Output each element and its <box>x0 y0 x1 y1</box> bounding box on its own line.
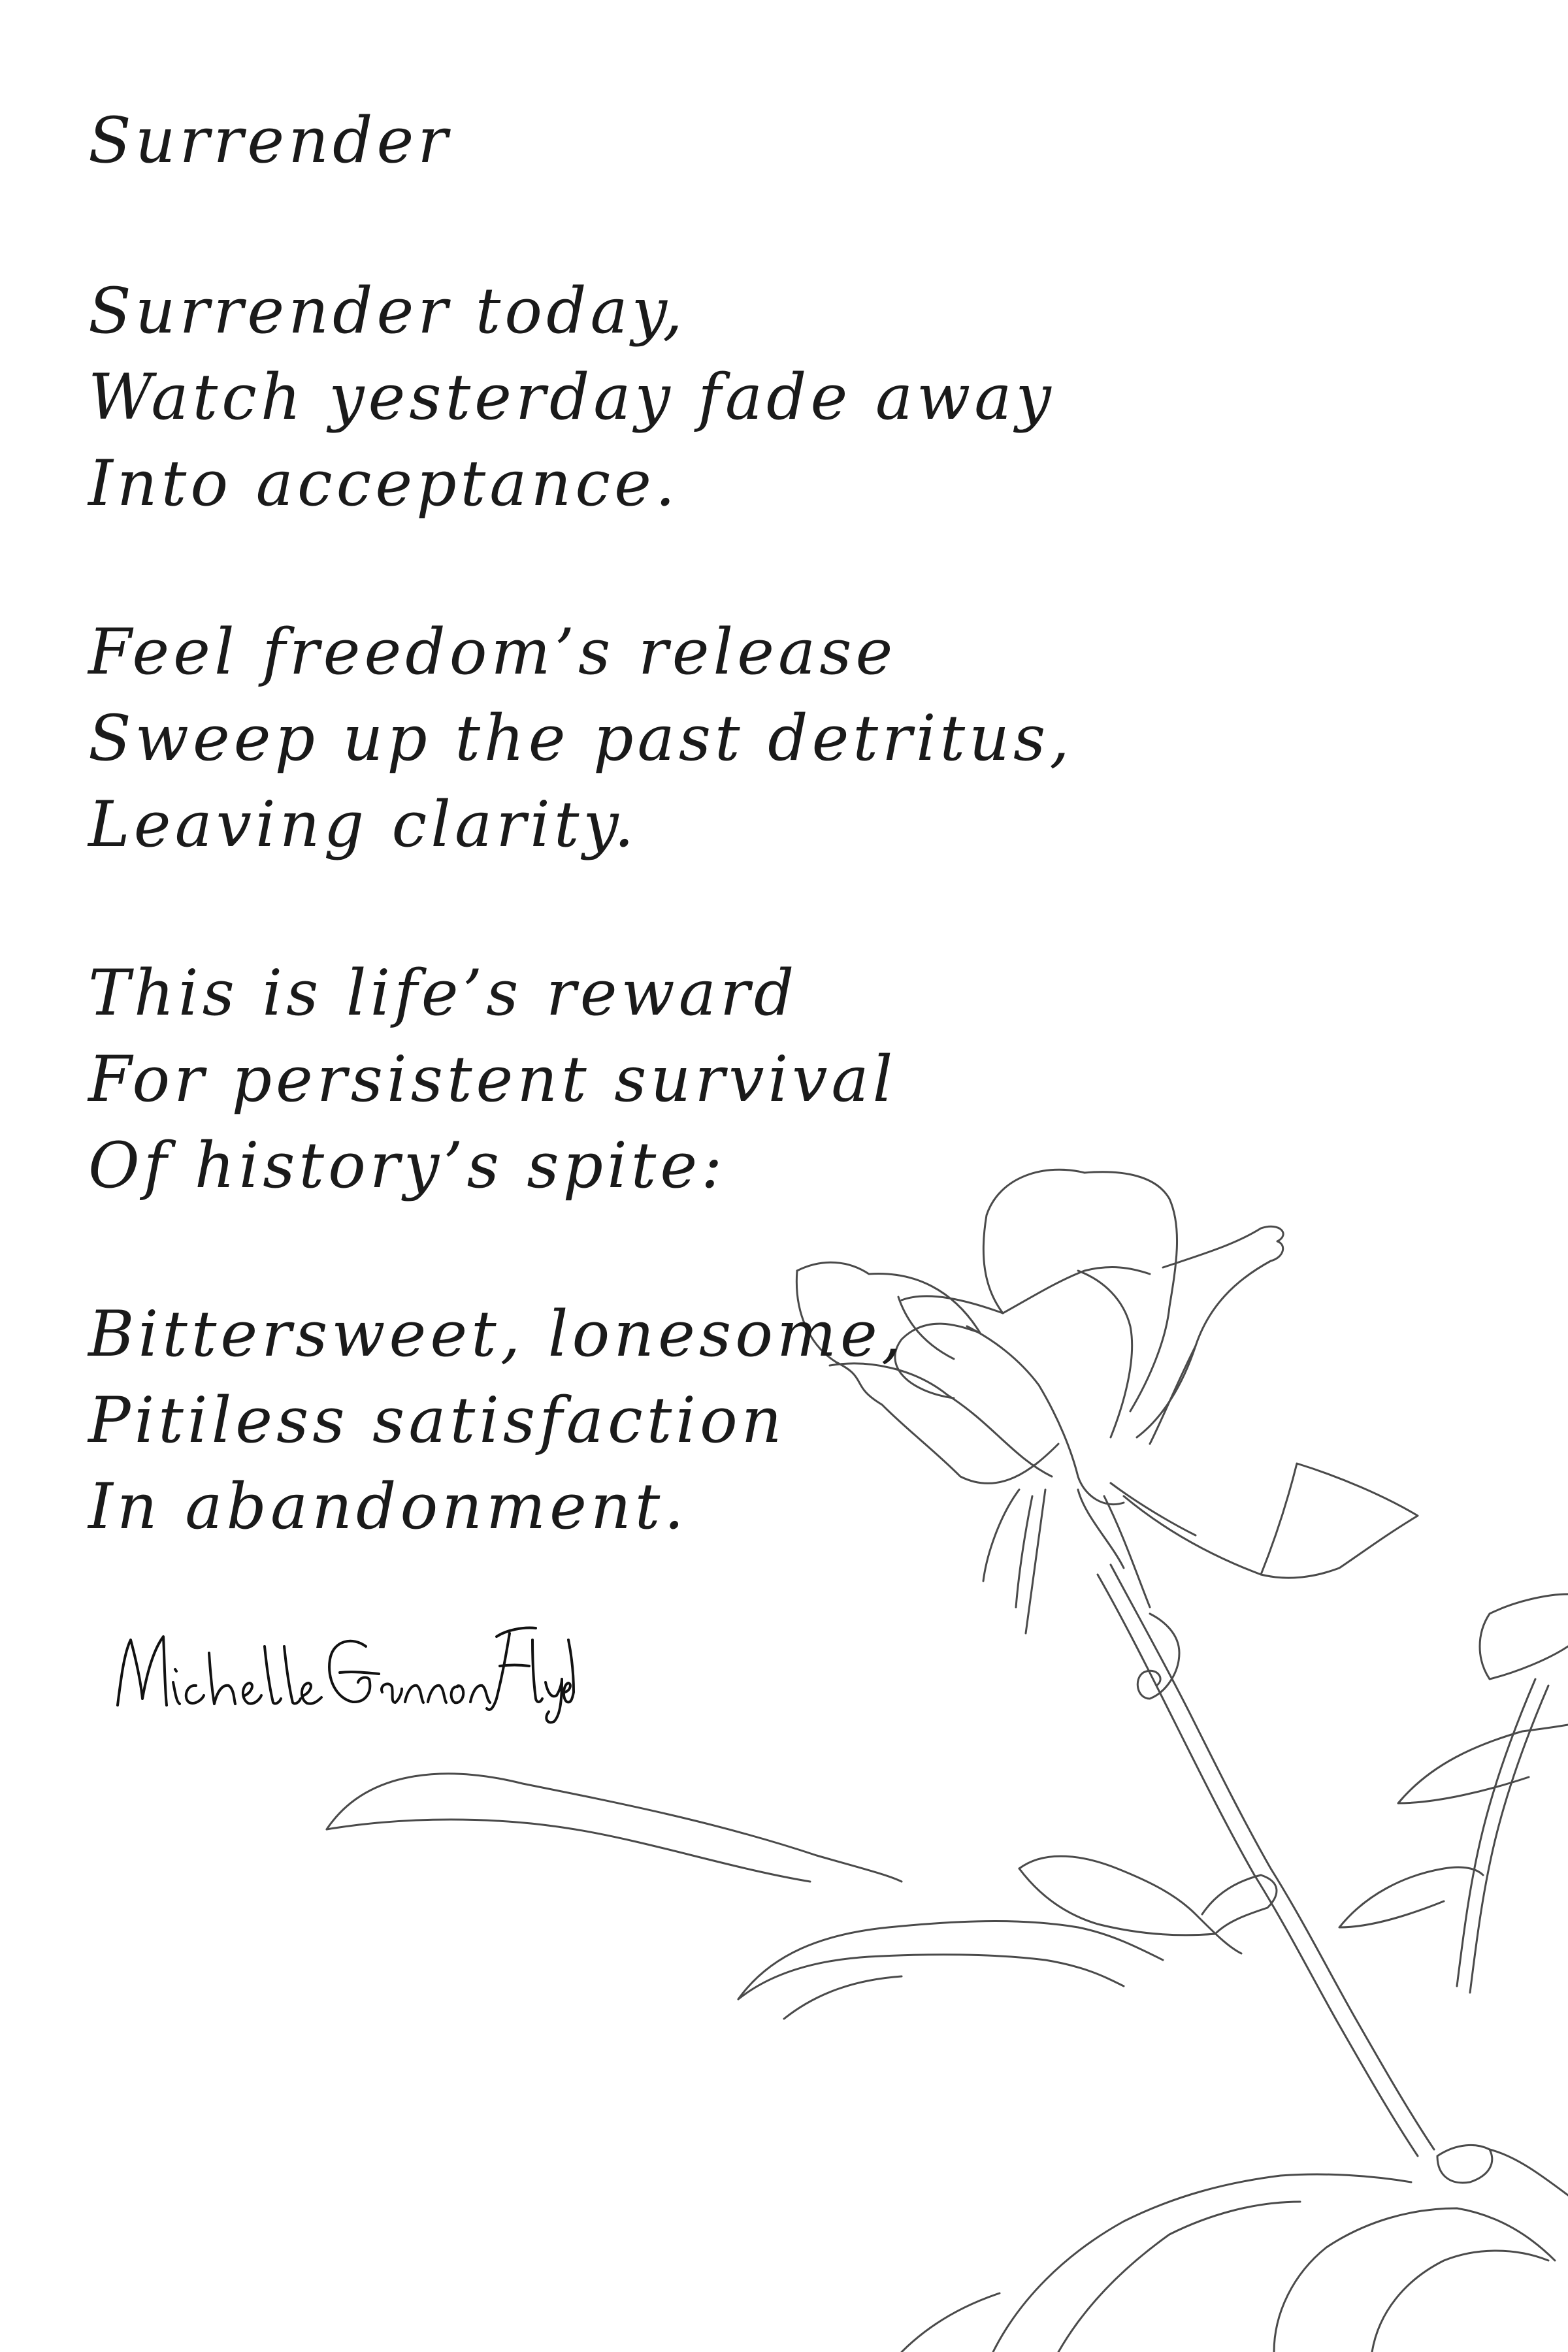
rose-leaf <box>1339 1867 1483 1927</box>
rose-leaf <box>1058 2202 1300 2352</box>
rose-sepal <box>1104 1483 1261 1607</box>
poem-line: In abandonment. <box>88 1470 688 1543</box>
poem-line: This is life’s reward <box>88 956 798 1030</box>
rose-stem <box>1111 1565 1434 2149</box>
rose-leaf <box>902 2293 1000 2352</box>
poem-line: Of history’s spite: <box>88 1129 727 1202</box>
rose-leaf <box>1019 1856 1241 1953</box>
author-signature <box>105 1601 575 1725</box>
stanza-1 <box>88 268 1068 527</box>
rose-branch <box>1470 1686 1548 1993</box>
poem-line: Watch yesterday fade away <box>88 361 1055 434</box>
rose-branch <box>1490 2149 1568 2195</box>
rose-petal <box>1150 1346 1196 1444</box>
rose-leaf <box>327 1774 902 1882</box>
rose-leaf <box>1398 1725 1568 1803</box>
poem-line: Surrender today, <box>88 274 687 348</box>
rose-petal <box>1078 1271 1132 1437</box>
rose-leaf <box>327 1820 810 1882</box>
rose-petal <box>1137 1226 1283 1437</box>
rose-leaf <box>738 1955 1124 1999</box>
rose-leaf <box>1372 2251 1548 2352</box>
poem <box>88 91 1073 1632</box>
poem-line: Leaving clarity. <box>88 788 638 861</box>
stanza-3 <box>88 950 1068 1209</box>
rose-leaf <box>738 1921 1163 1999</box>
rose-leaf <box>1202 1875 1277 1934</box>
poem-line: Bittersweet, lonesome, <box>88 1298 906 1371</box>
rose-leaf <box>993 2174 1411 2352</box>
poem-line: Feel freedom’s release <box>88 615 897 689</box>
rose-leaf <box>784 1976 902 2019</box>
poem-line: Sweep up the past detritus, <box>88 702 1073 775</box>
rose-leaf <box>1261 1463 1418 1578</box>
rose-leaf <box>1480 1594 1568 1679</box>
rose-thorn <box>1437 2145 1492 2183</box>
poem-line: For persistent survival <box>88 1043 897 1116</box>
rose-stem <box>1098 1575 1418 2156</box>
poem-line: Pitiless satisfaction <box>88 1384 786 1457</box>
rose-leaf <box>1019 1869 1215 1935</box>
poem-title: Surrender <box>88 104 452 177</box>
stanza-2 <box>88 609 1073 868</box>
stanza-4 <box>88 1291 1068 1550</box>
poem-line: Into acceptance. <box>88 447 679 520</box>
